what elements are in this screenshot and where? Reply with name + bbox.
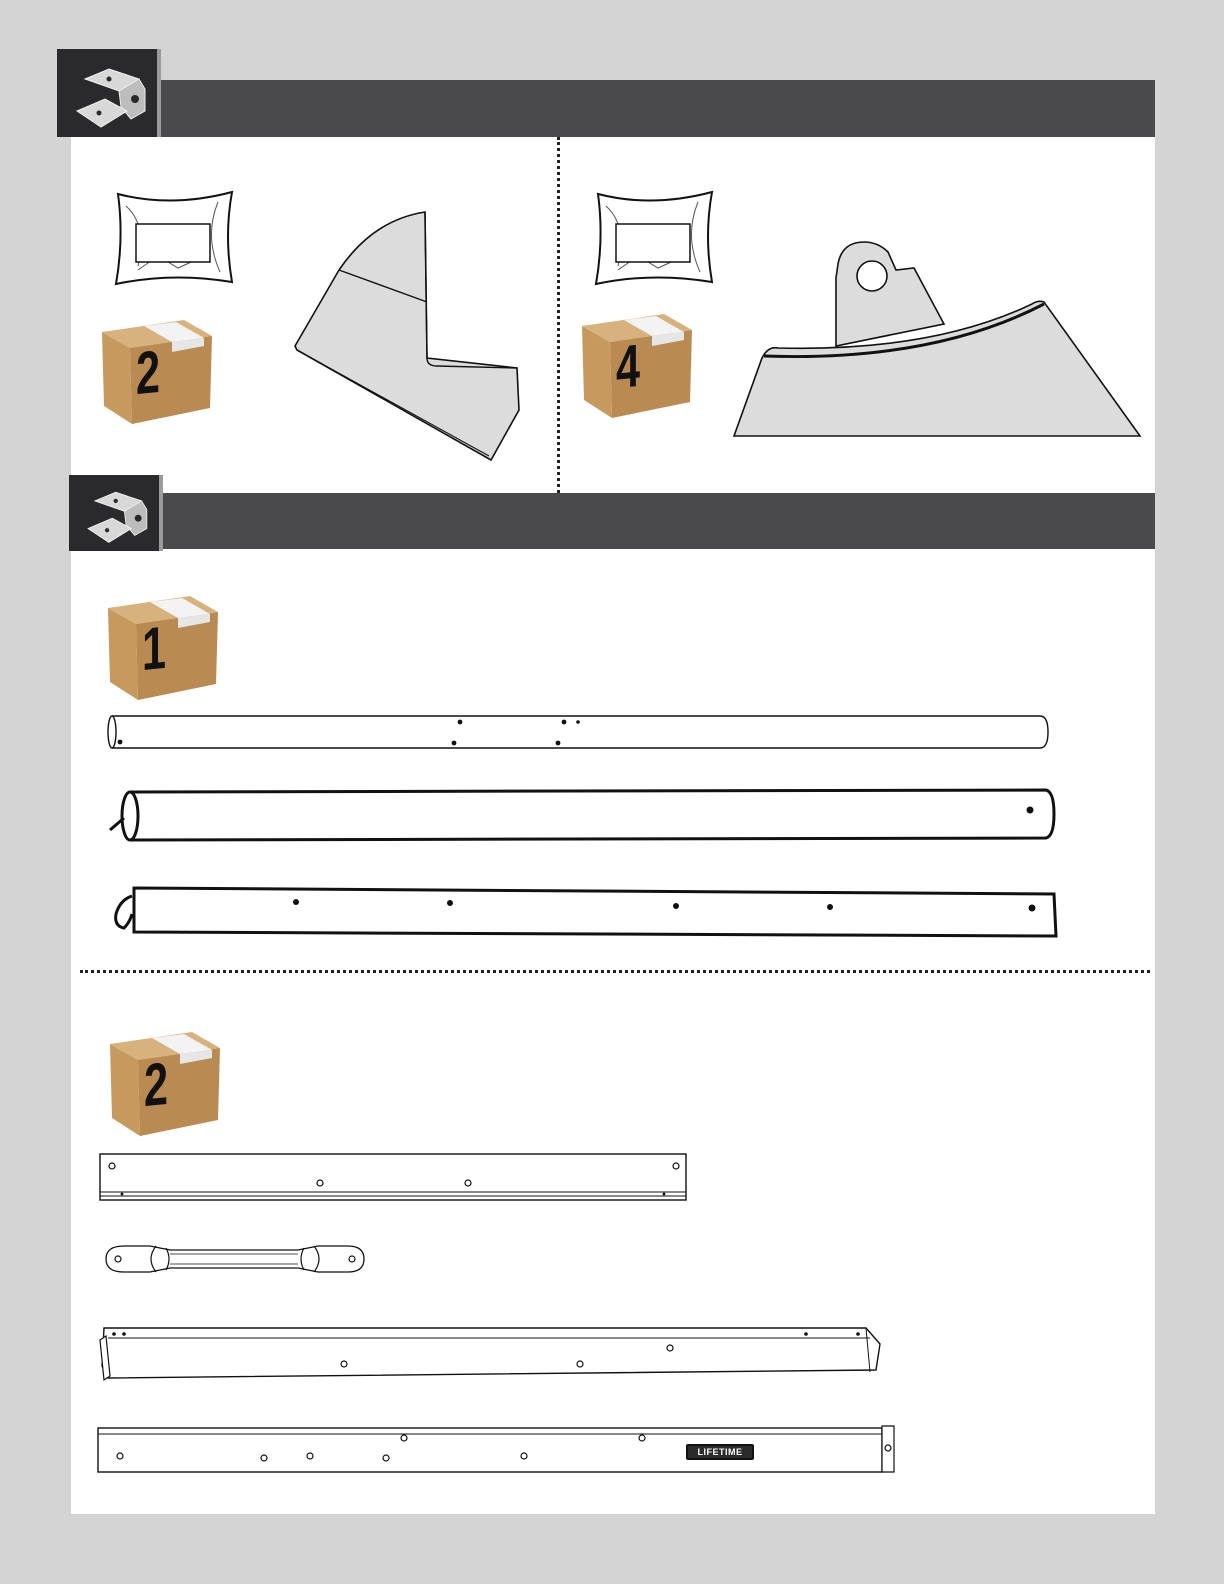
round-tube-drilled	[110, 884, 1058, 940]
section-header-bar	[160, 80, 1155, 137]
corner-gusset-part	[293, 210, 525, 466]
hardware-bracket-icon	[69, 475, 159, 551]
round-tube-short	[106, 714, 1050, 750]
box-quantity-label: 2	[135, 337, 161, 408]
box-quantity-label: 4	[615, 331, 641, 402]
mounting-bracket-part	[732, 240, 1148, 444]
group-divider	[80, 970, 1150, 973]
panel-divider	[557, 137, 560, 493]
box-quantity-label: 1	[141, 613, 167, 684]
section-header-bar	[160, 493, 1155, 549]
hardware-bag	[588, 186, 716, 288]
angle-rail-short	[98, 1152, 690, 1204]
box-quantity-4	[576, 310, 698, 422]
box-quantity-2	[96, 316, 218, 428]
lifetime-rail	[96, 1424, 902, 1476]
strap-brace	[104, 1242, 366, 1276]
box-quantity-label: 2	[143, 1049, 169, 1120]
box-quantity-1	[102, 592, 224, 704]
lifetime-logo-text: LIFETIME	[697, 1447, 743, 1457]
box-quantity-2	[104, 1028, 226, 1140]
hardware-bracket-icon	[57, 49, 157, 137]
channel-rail	[98, 1326, 884, 1384]
hardware-bag	[108, 186, 236, 288]
round-tube-long	[108, 788, 1054, 844]
lifetime-logo-badge	[686, 1444, 754, 1460]
